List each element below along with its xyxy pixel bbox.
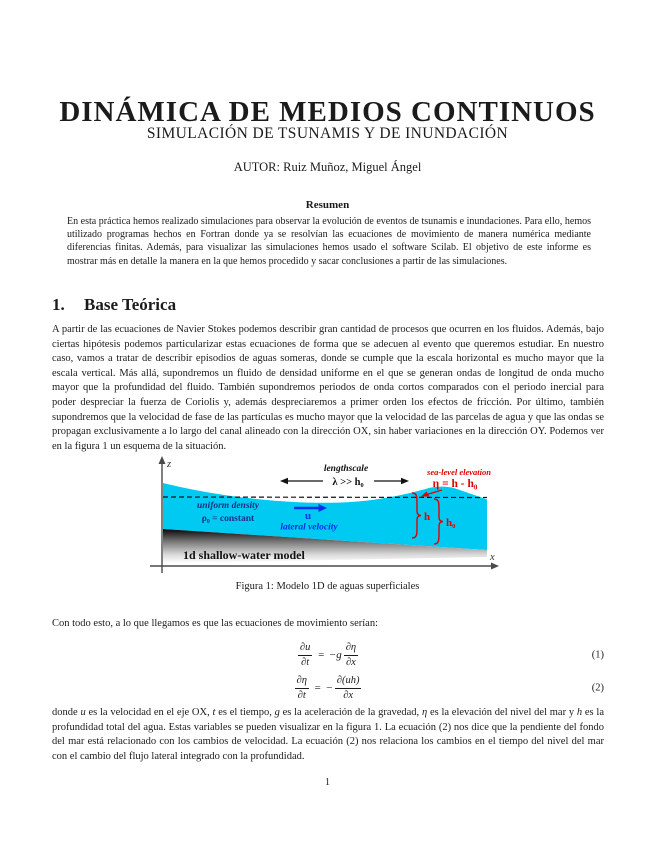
lengthscale-label: lengthscale xyxy=(323,464,369,474)
h0-label: h₀ xyxy=(446,517,456,529)
shallow-water-diagram xyxy=(146,453,508,577)
fraction xyxy=(295,675,309,702)
fraction-denominator: ∂t xyxy=(297,689,306,701)
fraction xyxy=(298,642,312,669)
section-heading xyxy=(52,295,176,315)
fraction-denominator: ∂t xyxy=(301,656,310,668)
x-axis-label: x xyxy=(490,552,495,563)
z-axis-arrowhead-icon xyxy=(159,456,166,464)
model-name-label: 1d shallow-water model xyxy=(183,548,305,562)
rhs-prefix: −g xyxy=(328,649,342,661)
mean-sea-level-dashed-line xyxy=(163,497,487,498)
left-arrowhead-icon xyxy=(280,478,288,484)
rho-constant-label: ρ₀ = constant xyxy=(201,514,255,524)
equation-2-body xyxy=(294,675,363,702)
section-number: 1. xyxy=(52,295,65,314)
abstract-body: En esta práctica hemos realizado simulaciones para observar la evolución de eventos de tsunamis e inundaciones. Para ello, hemos utilizado programas hechos en Fortran donde ya se resolvían las ecuaciones de movimiento de manera numérica mediante diferencias finitas. Además, para visualizar las simulaciones hemos usado el software Scilab. El objetivo de este informe es mostrar más en detalle la manera en la que hemos procedido y sacar conclusiones a partir de las simulaciones. xyxy=(67,216,591,267)
x-axis-arrowhead-icon xyxy=(491,563,499,570)
lateral-velocity-label: lateral velocity xyxy=(280,522,338,533)
equation-1-tag: (1) xyxy=(591,649,604,661)
fraction-numerator: ∂η xyxy=(344,642,358,656)
u-velocity-label: u xyxy=(304,510,312,522)
equation-1-body xyxy=(297,642,359,669)
figure-caption: Figura 1: Modelo 1D de aguas superficiales xyxy=(235,581,420,592)
equation-2 xyxy=(52,673,604,703)
fraction xyxy=(335,675,362,702)
fraction xyxy=(344,642,358,669)
page-number: 1 xyxy=(325,777,330,788)
equations-intro: Con todo esto, a lo que llegamos es que las ecuaciones de movimiento serían: xyxy=(52,618,379,629)
z-axis-label: z xyxy=(167,459,172,470)
fraction-denominator: ∂x xyxy=(343,689,354,701)
figure-1 xyxy=(146,453,508,577)
document-title: DINÁMICA DE MEDIOS CONTINUOS xyxy=(59,96,596,128)
fraction-numerator: ∂u xyxy=(298,642,312,656)
sea-level-elevation-label: sea-level elevation xyxy=(427,467,491,477)
fraction-numerator: ∂(uh) xyxy=(335,675,362,689)
h-label: h xyxy=(424,511,431,523)
section-paragraph-1: A partir de las ecuaciones de Navier Stokes podemos describir gran cantidad de procesos que ocurren en los fluidos. Además, bajo ciertas hipótesis podemos particularizar estas ecuaciones de forma que se adecuen al evento que queremos estudiar. En nuestro caso, vamos a tratar de describir episodios de aguas someras, donde se cumple que la escala horizontal es mucho mayor que la escala vertical. Más allá, supondremos un fluido de densidad uniforme en el que se generan ondas de longitud de onda mucho mayor que la profundidad del fluido. También supondremos periodos de onda cortos comparados con el periodo inercial para poder despreciar la fuerza de Coriolis y, además despreciaremos a primer orden los efectos de fricción. Por último, también supondremos que la velocidad de fase de las partículas es mucho mayor que la velocidad de las parcelas de agua y que las ondas se propagan exclusivamente a lo largo del canal alineado con la dirección OX, sin haber variaciones en la dirección OY. Podemos ver en la figura 1 un esquema de la situación. xyxy=(52,324,604,452)
rhs-prefix: − xyxy=(325,682,333,694)
lambda-relation-label: λ >> h₀ xyxy=(332,477,364,488)
document-subtitle: SIMULACIÓN DE TSUNAMIS Y DE INUNDACIÓN xyxy=(146,125,509,142)
eta-formula-label: η = h - h₀ xyxy=(432,478,478,490)
fraction-numerator: ∂η xyxy=(295,675,309,689)
uniform-density-label: uniform density xyxy=(196,501,260,511)
equation-2-tag: (2) xyxy=(591,682,604,694)
document-author: AUTOR: Ruiz Muñoz, Miguel Ángel xyxy=(233,160,422,174)
section-title: Base Teórica xyxy=(84,295,177,314)
equation-1 xyxy=(52,640,604,670)
fraction-denominator: ∂x xyxy=(345,656,356,668)
equals-sign: = xyxy=(313,682,322,694)
abstract-heading: Resumen xyxy=(305,199,350,211)
equals-sign: = xyxy=(317,649,325,661)
right-arrowhead-icon xyxy=(401,478,409,484)
section-paragraph-2: donde u es la velocidad en el eje OX, t es el tiempo, g es la aceleración de la gravedad, η es la elevación del nivel del mar y h es la profundidad total del agua. Estas variables se pueden visualizar en la figura 1. La ecuación (2) nos dice que la pendiente del fondo del mar está relacionado con los cambios de velocidad. La ecuación (2) nos relaciona los cambios en el tiempo del nivel del mar con el cambio del flujo lateral integrado con la profundidad. xyxy=(52,707,604,762)
